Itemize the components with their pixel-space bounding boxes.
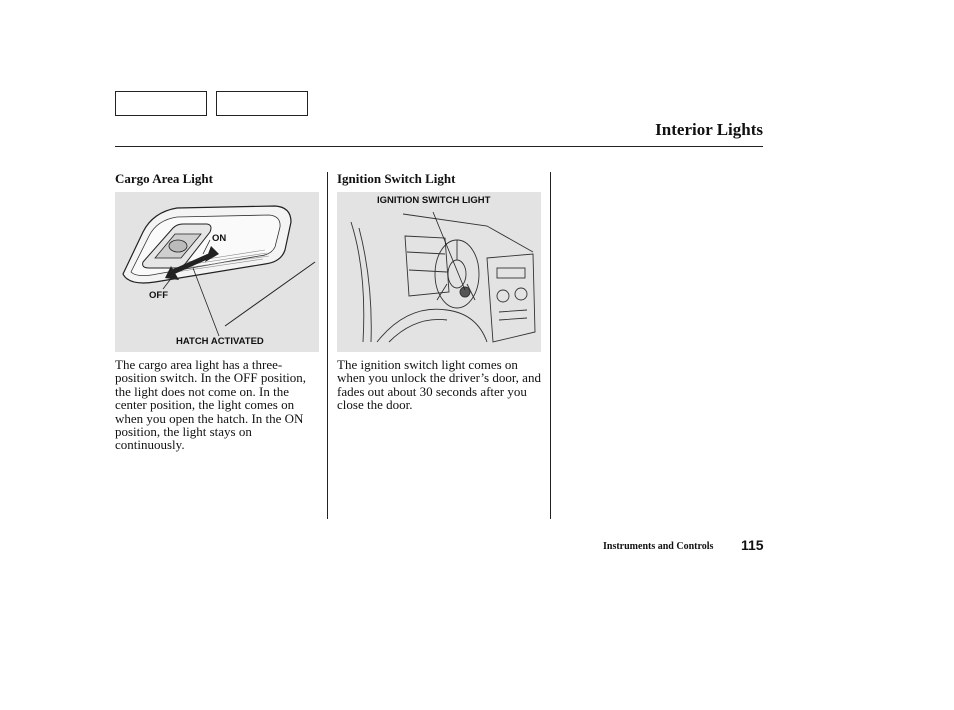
ignition-switch-light-callout: IGNITION SWITCH LIGHT [377, 195, 491, 206]
nav-tab-box-1[interactable] [115, 91, 207, 116]
off-callout: OFF [149, 290, 168, 301]
page-number: 115 [741, 537, 764, 553]
ignition-light-figure [337, 192, 541, 352]
column-divider-1 [327, 172, 328, 519]
cargo-area-light-heading: Cargo Area Light [115, 171, 213, 186]
title-rule [115, 146, 763, 147]
on-callout: ON [212, 233, 227, 244]
ignition-light-illustration [337, 192, 541, 352]
cargo-light-figure [115, 192, 319, 352]
cargo-light-illustration [115, 192, 319, 352]
ignition-switch-light-description: The ignition switch light comes on when you unlock the driver’s door, and fades out about 30 seconds after you close the door. [337, 357, 541, 413]
cargo-area-light-description: The cargo area light has a three-position switch. In the OFF position, the light does not come on. In the center position, the light comes on when you open the hatch. In the ON position, the light stays on continuously. [115, 357, 307, 453]
column-divider-2 [550, 172, 551, 519]
nav-tab-box-2[interactable] [216, 91, 308, 116]
ignition-switch-light-heading: Ignition Switch Light [337, 171, 456, 186]
hatch-activated-callout: HATCH ACTIVATED [176, 336, 264, 347]
page-title: Interior Lights [655, 120, 763, 139]
footer-section-label: Instruments and Controls [603, 541, 714, 552]
